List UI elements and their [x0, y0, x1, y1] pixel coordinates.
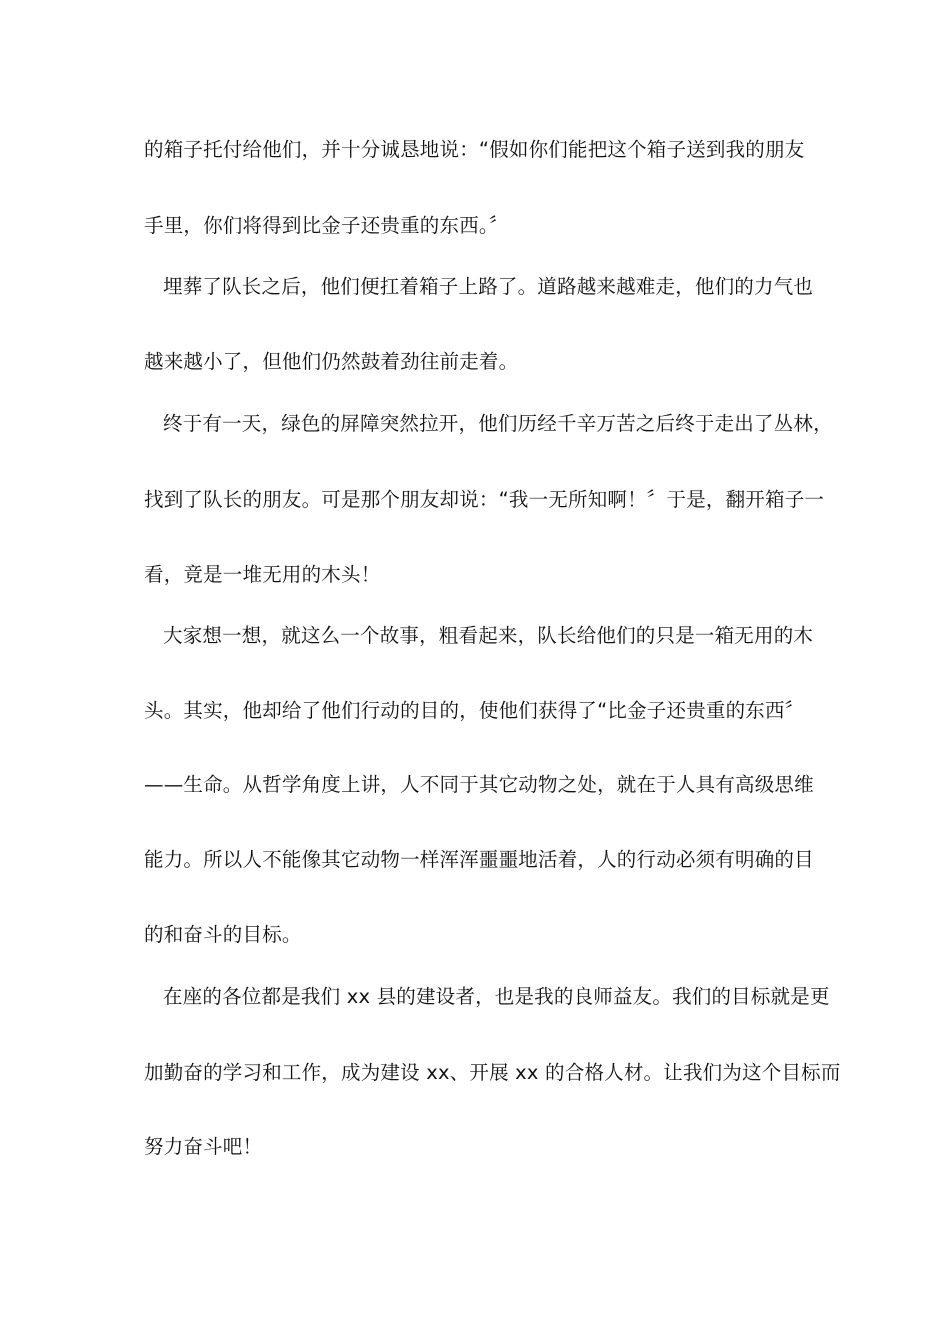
text-line: 努力奋斗吧！ [144, 1135, 263, 1158]
paragraph-start-line: 终于有一天，绿色的屏障突然拉开，他们历经千辛万苦之后终于走出了丛林， [163, 412, 833, 435]
paragraph-start-line: 埋葬了队长之后，他们便扛着箱子上路了。道路越来越难走，他们的力气也 [163, 275, 814, 298]
text-line: 的和奋斗的目标。 [144, 923, 302, 946]
text-line: 头。其实，他却给了他们行动的目的，使他们获得了“比金子还贵重的东西〞 [144, 699, 805, 722]
text-line: 越来越小了，但他们仍然鼓着劲往前走着。 [144, 350, 519, 373]
text-line: 加勤奋的学习和工作，成为建设 xx、开展 xx 的合格人材。让我们为这个目标而 [144, 1061, 841, 1084]
text-line: 能力。所以人不能像其它动物一样浑浑噩噩地活着，人的行动必须有明确的目 [144, 848, 814, 871]
paragraph-start-line: 大家想一想，就这么一个故事，粗看起来，队长给他们的只是一箱无用的木 [163, 624, 814, 647]
text-line: 手里，你们将得到比金子还贵重的东西。〞 [144, 214, 509, 237]
text-line: ——生命。从哲学角度上讲，人不同于其它动物之处，就在于人具有高级思维 [144, 773, 814, 796]
text-line: 的箱子托付给他们，并十分诚恳地说：“假如你们能把这个箱子送到我的朋友 [144, 138, 805, 161]
paragraph-start-line: 在座的各位都是我们 xx 县的建设者，也是我的良师益友。我们的目标就是更 [163, 985, 830, 1008]
text-line: 看，竟是一堆无用的木头！ [144, 563, 381, 586]
text-line: 找到了队长的朋友。可是那个朋友却说：“我一无所知啊！〞于是，翻开箱子一 [144, 488, 825, 511]
